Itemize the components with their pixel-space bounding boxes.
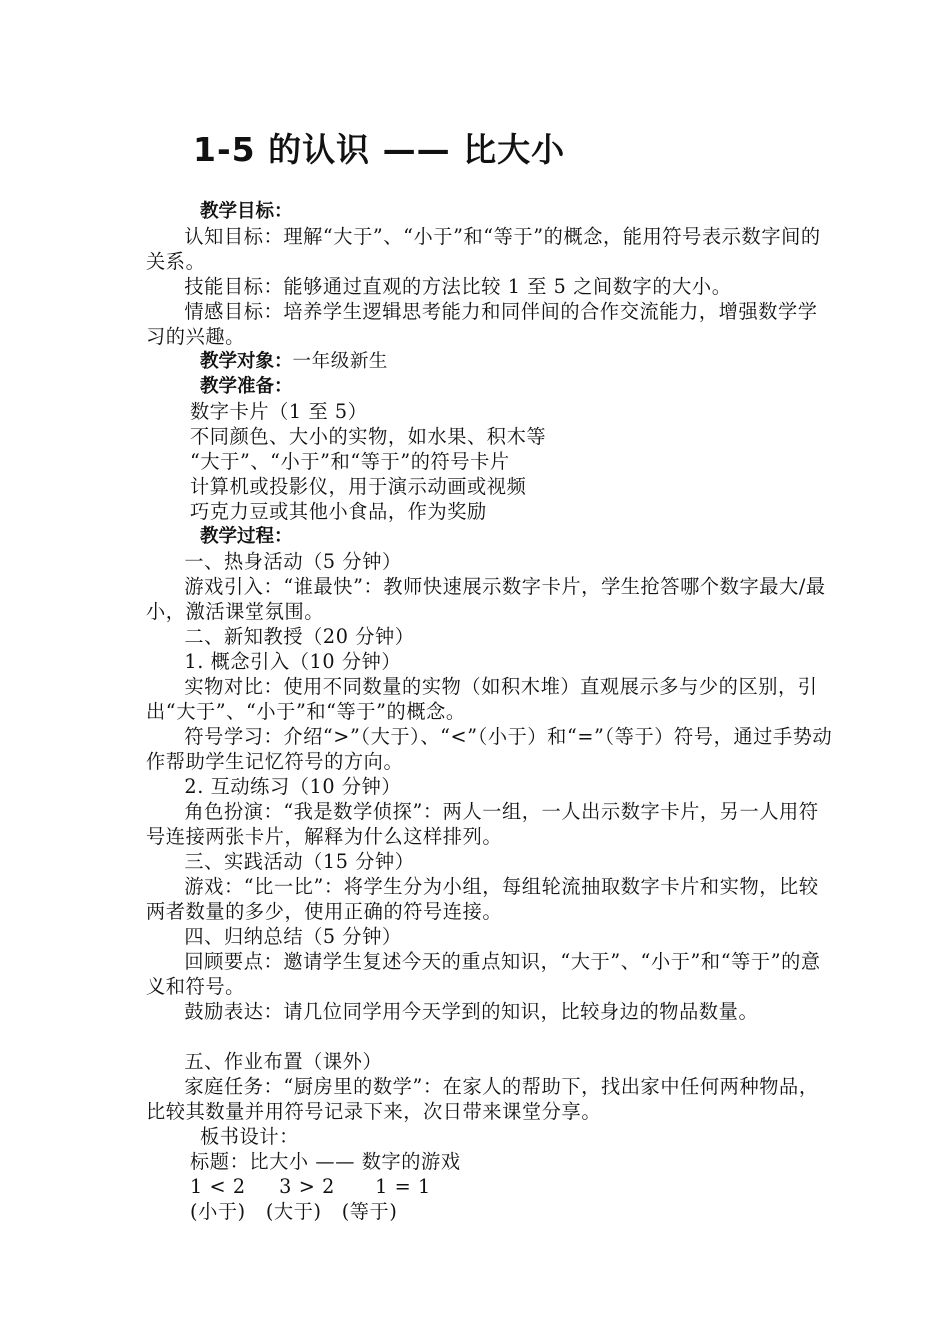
board-row-labels: (小于) (大于) (等于) <box>190 1200 398 1223</box>
goal-cognitive: 认知目标：理解“大于”、“小于”和“等于”的概念，能用符号表示数字间的关系。 <box>146 225 821 273</box>
process-paragraph: 回顾要点：邀请学生复述今天的重点知识，“大于”、“小于”和“等于”的意义和符号。 <box>146 950 821 998</box>
prep-heading: 教学准备： <box>200 376 293 397</box>
process-section: 二、新知教授（20 分钟） <box>184 625 415 648</box>
spacer <box>146 1024 836 1049</box>
process-section: 四、归纳总结（5 分钟） <box>184 925 402 948</box>
prep-item: “大于”、“小于”和“等于”的符号卡片 <box>190 450 510 473</box>
process-section: 一、热身活动（5 分钟） <box>184 550 402 573</box>
prep-item: 不同颜色、大小的实物，如水果、积木等 <box>190 425 547 448</box>
process-paragraph: 实物对比：使用不同数量的实物（如积木堆）直观展示多与少的区别，引出“大于”、“小于”和“等于”的概念。 <box>146 675 818 723</box>
audience-label: 教学对象： <box>200 351 293 372</box>
board-row-symbols: 1 < 2 3 > 2 1 = 1 <box>190 1175 431 1198</box>
process-subsection: 1. 概念引入（10 分钟） <box>184 650 402 673</box>
audience-value: 一年级新生 <box>292 351 389 372</box>
prep-item: 数字卡片（1 至 5） <box>190 400 368 423</box>
homework-text: 家庭任务：“厨房里的数学”：在家人的帮助下，找出家中任何两种物品，比较其数量并用符号记录下来，次日带来课堂分享。 <box>146 1075 819 1123</box>
page-title: 1-5 的认识 —— 比大小 <box>193 130 566 169</box>
process-heading: 教学过程： <box>200 526 293 547</box>
process-paragraph: 游戏：“比一比”：将学生分为小组，每组轮流抽取数字卡片和实物，比较两者数量的多少，使用正确的符号连接。 <box>146 875 819 923</box>
homework-heading: 五、作业布置（课外） <box>184 1050 383 1073</box>
prep-item: 计算机或投影仪，用于演示动画或视频 <box>190 475 527 498</box>
goals-heading: 教学目标： <box>200 201 293 222</box>
process-section: 三、实践活动（15 分钟） <box>184 850 415 873</box>
prep-item: 巧克力豆或其他小食品，作为奖励 <box>190 500 487 523</box>
process-paragraph: 角色扮演：“我是数学侦探”：两人一组，一人出示数字卡片，另一人用符号连接两张卡片，解释为什么这样排列。 <box>146 800 819 848</box>
board-heading: 板书设计： <box>200 1125 299 1148</box>
document-body <box>146 199 836 1224</box>
audience-line <box>146 349 836 374</box>
goal-skill: 技能目标：能够通过直观的方法比较 1 至 5 之间数字的大小。 <box>184 275 732 298</box>
process-paragraph: 游戏引入：“谁最快”：教师快速展示数字卡片，学生抢答哪个数字最大/最小，激活课堂氛围。 <box>146 575 826 623</box>
process-paragraph: 符号学习：介绍“>”（大于）、“<”（小于）和“=”（等于）符号，通过手势动作帮助学生记忆符号的方向。 <box>146 725 833 773</box>
board-title: 标题：比大小 —— 数字的游戏 <box>190 1150 461 1173</box>
process-subsection: 2. 互动练习（10 分钟） <box>184 775 402 798</box>
goal-affective: 情感目标：培养学生逻辑思考能力和同伴间的合作交流能力，增强数学学习的兴趣。 <box>146 300 818 348</box>
process-paragraph: 鼓励表达：请几位同学用今天学到的知识，比较身边的物品数量。 <box>184 1000 759 1023</box>
